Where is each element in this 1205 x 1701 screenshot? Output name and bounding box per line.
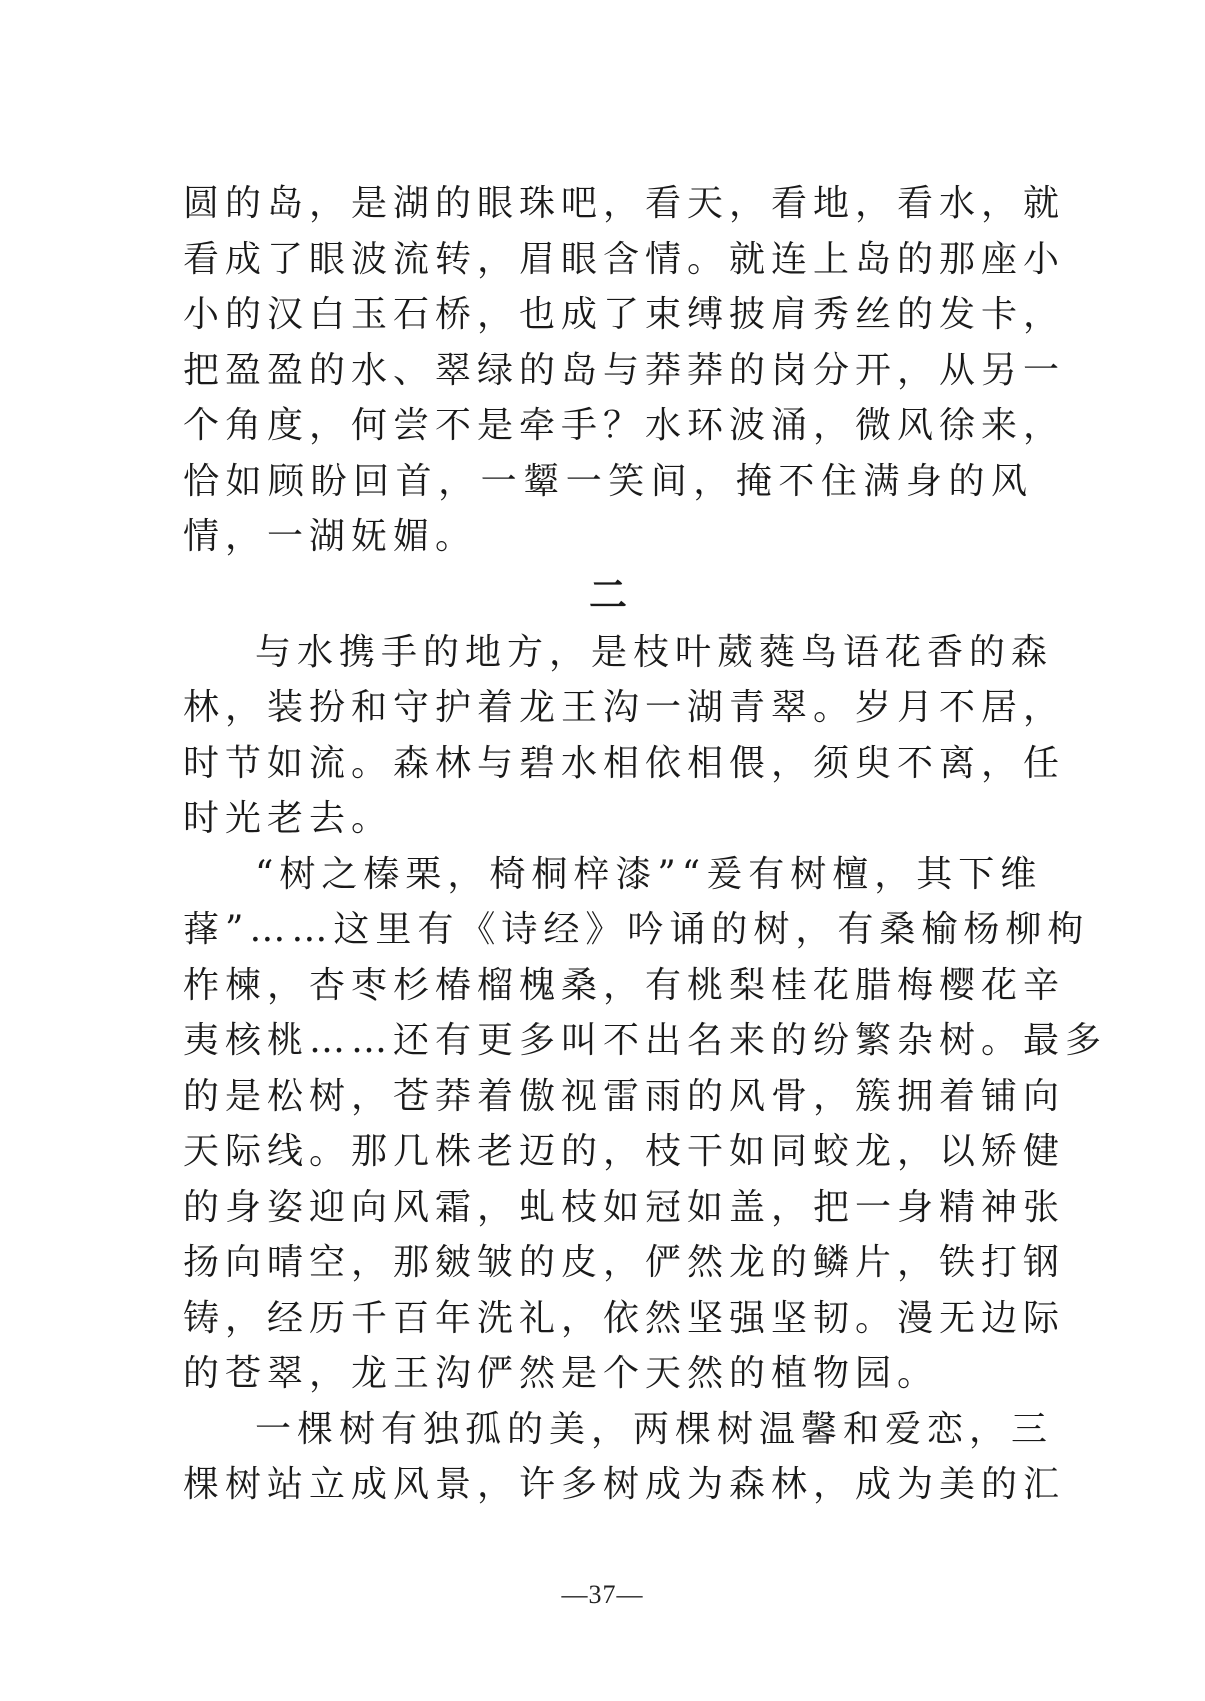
text-line: 恰如顾盼回首，一颦一笑间，掩不住满身的风 xyxy=(183,460,1033,502)
text-line: 铸，经历千百年洗礼，依然坚强坚韧。漫无边际 xyxy=(183,1297,1066,1339)
text-line: 一棵树有独孤的美，两棵树温馨和爱恋，三 xyxy=(255,1408,1054,1450)
text-line: 圆的岛，是湖的眼珠吧，看天，看地，看水，就 xyxy=(183,183,1066,224)
text-line: 情，一湖妩媚。 xyxy=(183,516,478,557)
text-line: 时光老去。 xyxy=(183,798,394,839)
text-line: 小的汉白玉石桥，也成了束缚披肩秀丝的发卡， xyxy=(183,294,1066,335)
text-line: 夷核桃……还有更多叫不出名来的纷繁杂树。最多 xyxy=(183,1020,1108,1061)
text-line: 林，装扮和守护着龙王沟一湖青翠。岁月不居， xyxy=(183,687,1066,728)
page-number: —37— xyxy=(561,1580,644,1609)
paragraph-2 xyxy=(183,625,1066,847)
paragraph-4 xyxy=(183,1402,1066,1513)
text-line: 个角度，何尝不是牵手？水环波涌，微风徐来， xyxy=(183,405,1066,446)
text-line: 萚”……这里有《诗经》吟诵的树，有桑榆杨柳枸 xyxy=(183,909,1090,950)
text-line: 的是松树，苍莽着傲视雷雨的风骨，簇拥着铺向 xyxy=(183,1075,1066,1117)
paragraph-3 xyxy=(183,847,1108,1402)
text-line: 与水携手的地方，是枝叶葳蕤鸟语花香的森 xyxy=(255,631,1054,673)
section-heading: 二 xyxy=(588,571,627,617)
text-line: 棵树站立成风景，许多树成为森林，成为美的汇 xyxy=(183,1464,1066,1505)
text-line: 柞楝，杏枣杉椿榴槐桑，有桃梨桂花腊梅樱花辛 xyxy=(183,964,1066,1006)
text-line: 的苍翠，龙王沟俨然是个天然的植物园。 xyxy=(183,1353,940,1394)
text-line: 把盈盈的水、翠绿的岛与莽莽的岗分开，从另一 xyxy=(183,349,1066,391)
text-line: “树之榛栗，椅桐梓漆”“爰有树檀，其下维 xyxy=(255,853,1043,895)
paragraph-1-continued xyxy=(183,176,1066,565)
text-line: 时节如流。森林与碧水相依相偎，须臾不离，任 xyxy=(183,742,1066,784)
text-line: 的身姿迎向风霜，虬枝如冠如盖，把一身精神张 xyxy=(183,1186,1066,1228)
text-line: 看成了眼波流转，眉眼含情。就连上岛的那座小 xyxy=(183,238,1066,280)
body-text xyxy=(183,176,1108,1513)
text-line: 扬向晴空，那皴皱的皮，俨然龙的鳞片，铁打钢 xyxy=(183,1242,1066,1283)
text-line: 天际线。那几株老迈的，枝干如同蛟龙，以矫健 xyxy=(183,1131,1066,1172)
